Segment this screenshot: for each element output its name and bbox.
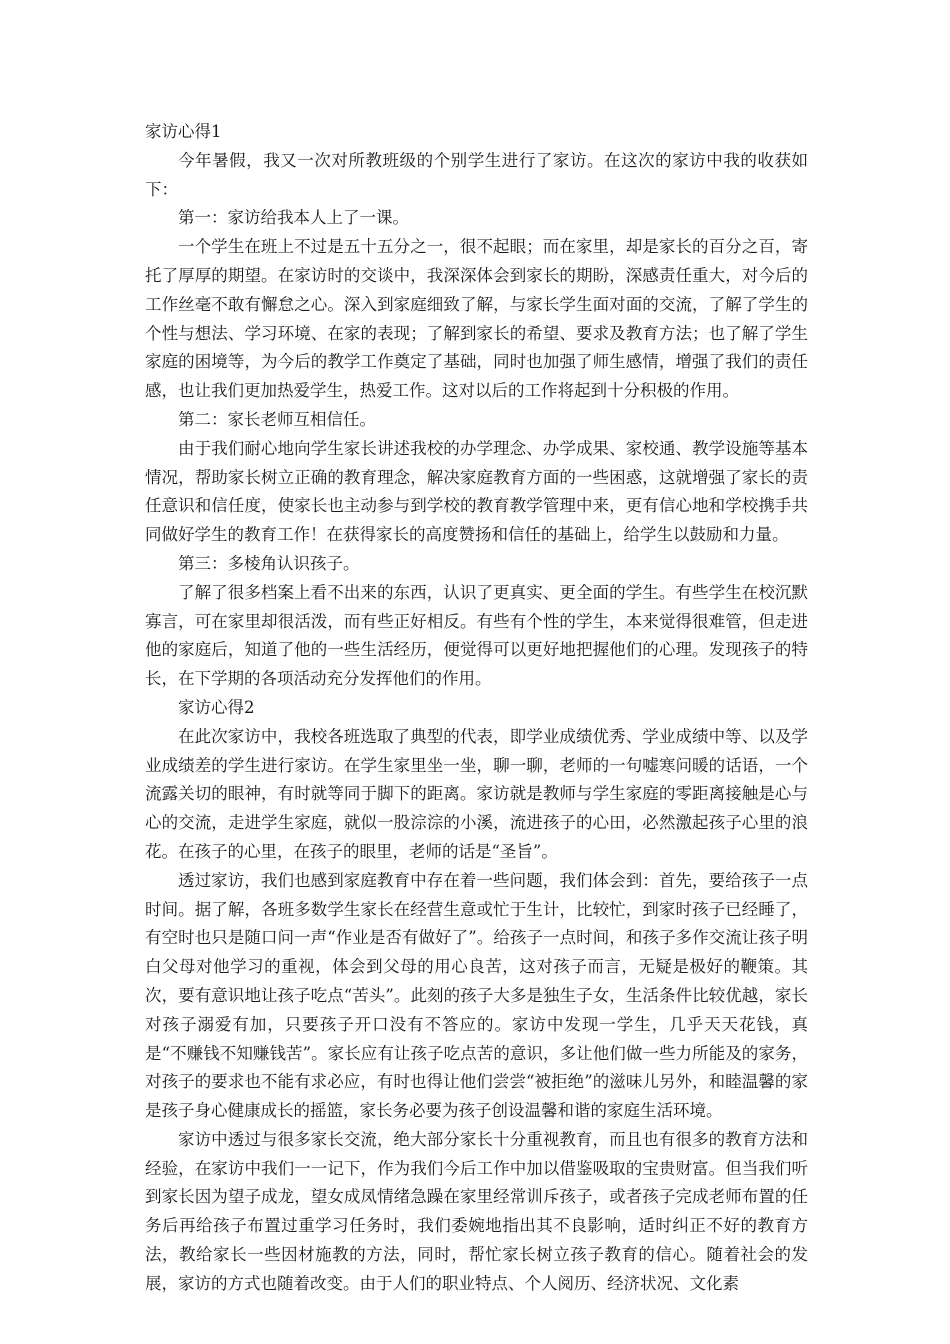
- paragraph-family-education: 透过家访，我们也感到家庭教育中存在着一些问题，我们体会到：首先，要给孩子一点时间。据了解，各班多数学生家长在经营生意或忙于生计，比较忙，到家时孩子已经睡了，有空时也只是随口问一声“作业是否有做好了”。给孩子一点时间，和孩子多作交流让孩子明白父母对他学习的重视，体会到父母的用心良苦，这对孩子而言，无疑是极好的鞭策。其次，要有意识地让孩子吃点“苦头”。此刻的孩子大多是独生子女，生活条件比较优越，家长对孩子溺爱有加，只要孩子开口没有不答应的。家访中发现一学生，几乎天天花钱，真是“不赚钱不知赚钱苦”。家长应有让孩子吃点苦的意识，多让他们做一些力所能及的家务，对孩子的要求也不能有求必应，有时也得让他们尝尝“被拒绝”的滋味儿另外，和睦温馨的家是孩子身心健康成长的摇篮，家长务必要为孩子创设温馨和谐的家庭生活环境。: [145, 870, 808, 1121]
- paragraph-first: 一个学生在班上不过是五十五分之一，很不起眼；而在家里，却是家长的百分之百，寄托了厚厚的期望。在家访时的交谈中，我深深体会到家长的期盼，深感责任重大，对今后的工作丝毫不敢有懈怠之心。深入到家庭细致了解，与家长学生面对面的交流，了解了学生的个性与想法、学习环境、在家的表现；了解到家长的希望、要求及教育方法；也了解了学生家庭的困境等，为今后的教学工作奠定了基础，同时也加强了师生感情，增强了我们的责任感，也让我们更加热爱学生，热爱工作。这对以后的工作将起到十分积极的作用。: [145, 237, 808, 401]
- document-page: [145, 118, 808, 1299]
- subheading-first: 第一：家访给我本人上了一课。: [178, 208, 409, 228]
- paragraph-intro: 今年暑假，我又一次对所教班级的个别学生进行了家访。在这次的家访中我的收获如下：: [145, 150, 808, 199]
- paragraph-third: 了解了很多档案上看不出来的东西，认识了更真实、更全面的学生。有些学生在校沉默寡言，可在家里却很活泼，而有些正好相反。有些有个性的学生，本来觉得很难管，但走进他的家庭后，知道了他的一些生活经历，便觉得可以更好地把握他们的心理。发现孩子的特长，在下学期的各项活动充分发挥他们的作用。: [145, 582, 808, 689]
- subheading-third: 第三：多棱角认识孩子。: [178, 553, 360, 573]
- paragraph-visit-2-intro: 在此次家访中，我校各班选取了典型的代表，即学业成绩优秀、学业成绩中等、以及学业成绩差的学生进行家访。在学生家里坐一坐，聊一聊，老师的一句嘘寒问暖的话语，一个流露关切的眼神，有时就等同于脚下的距离。家访就是教师与学生家庭的零距离接触是心与心的交流，走进学生家庭，就似一股淙淙的小溪，流进孩子的心田，必然激起孩子心里的浪花。在孩子的心里，在孩子的眼里，老师的话是“圣旨”。: [145, 726, 808, 861]
- paragraph-second: 由于我们耐心地向学生家长讲述我校的办学理念、办学成果、家校通、教学设施等基本情况，帮助家长树立正确的教育理念，解决家庭教育方面的一些困惑，这就增强了家长的责任意识和信任度，使家长也主动参与到学校的教育教学管理中来，更有信心地和学校携手共同做好学生的教育工作！在获得家长的高度赞扬和信任的基础上，给学生以鼓励和力量。: [145, 438, 808, 545]
- paragraph-parent-exchange: 家访中透过与很多家长交流，绝大部分家长十分重视教育，而且也有很多的教育方法和经验，在家访中我们一一记下，作为我们今后工作中加以借鉴吸取的宝贵财富。但当我们听到家长因为望子成龙，望女成凤情绪急躁在家里经常训斥孩子，或者孩子完成老师布置的任务后再给孩子布置过重学习任务时，我们委婉地指出其不良影响，适时纠正不好的教育方法，教给家长一些因材施教的方法，同时，帮忙家长树立孩子教育的信心。随着社会的发展，家访的方式也随着改变。由于人们的职业特点、个人阅历、经济状况、文化素: [145, 1129, 808, 1293]
- heading-home-visit-2: 家访心得2: [178, 697, 255, 717]
- subheading-second: 第二：家长老师互相信任。: [178, 409, 376, 429]
- heading-home-visit-1: 家访心得1: [145, 122, 222, 141]
